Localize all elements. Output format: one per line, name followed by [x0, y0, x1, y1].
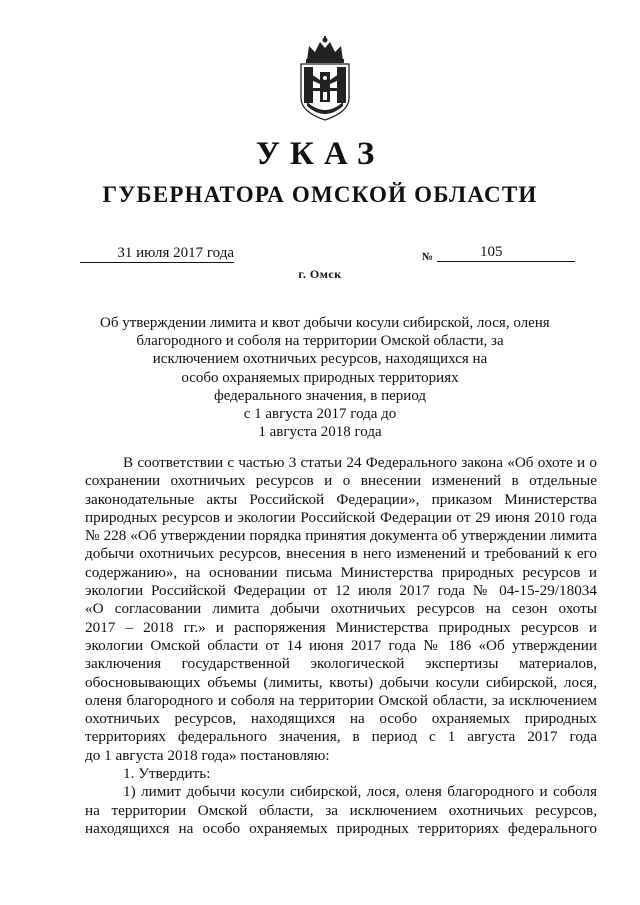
city-label: г. Омск [298, 267, 342, 281]
decree-body [85, 454, 597, 838]
body-line: содержанию», на основании письма Министерства природных ресурсов и [85, 563, 597, 581]
body-line: территориях федерального значения, в период с 1 августа 2017 года [85, 728, 597, 746]
decree-date: 31 июля 2017 года [80, 244, 234, 263]
heading-line: особо охраняемых природных территориях [181, 369, 459, 386]
heading-line: 1 августа 2018 года [258, 424, 382, 441]
heading-line: благородного и соболя на территории Омской области, за [136, 333, 504, 350]
decree-number-field [437, 243, 575, 262]
coat-of-arms-emblem [293, 36, 357, 122]
body-line: № 228 «Об утверждении порядка принятия документа об утверждении лимита [85, 527, 597, 545]
body-line: «О согласовании лимита добычи охотничьих ресурсов на сезон охоты [85, 600, 597, 618]
body-line: законодательные акты Российской Федерации», приказом Министерства [85, 490, 597, 508]
body-line: экологии Российской Федерации от 12 июля 2017 года № 04-15-29/18034 [85, 582, 597, 600]
body-line: до 1 августа 2018 года» постановляю: [85, 746, 330, 764]
body-line: экологии Омской области от 14 июня 2017 года № 186 «Об утверждении [85, 636, 597, 654]
body-line: на территории Омской области, за исключением охотничьих ресурсов, [85, 801, 597, 819]
document-subtitle: ГУБЕРНАТОРА ОМСКОЙ ОБЛАСТИ [102, 182, 538, 207]
decree-heading [100, 314, 550, 441]
body-line: В соответствии с частью 3 статьи 24 Федерального закона «Об охоте и о [123, 454, 597, 471]
number-label: № [422, 251, 434, 263]
heading-line: исключением охотничьих ресурсов, находящихся на [152, 351, 488, 368]
body-line: 1. Утвердить: [123, 765, 211, 783]
decree-number: 105 [480, 244, 503, 260]
body-line: добычи охотничьих ресурсов, внесения в него изменений и требований к его [85, 545, 597, 563]
body-line: оленя благородного и соболя на территории Омской области, за исключением [85, 691, 597, 709]
document-title: УКАЗ [255, 136, 385, 172]
body-line: 2017 – 2018 гг.» и распоряжения Министерства природных ресурсов и [85, 618, 597, 636]
body-line: обосновывающих объемы (лимиты, квоты) добычи косули сибирской, лося, [85, 673, 597, 691]
heading-line: федерального значения, в период [213, 387, 427, 404]
body-line: 1) лимит добычи косули сибирской, лося, оленя благородного и соболя [123, 783, 597, 801]
heading-line: Об утверждении лимита и квот добычи косули сибирской, лося, оленя [100, 315, 550, 331]
body-line: заключения государственной экологической экспертизы материалов, [85, 655, 597, 673]
body-line: сохранении охотничьих ресурсов и о внесении изменений в отдельные [85, 472, 597, 490]
body-line: находящихся на особо охраняемых природных территориях федерального [85, 819, 597, 837]
body-line: охотничьих ресурсов, находящихся на особо охраняемых природных [85, 710, 597, 728]
body-line: природных ресурсов и экологии Российской Федерации от 29 июня 2010 года [85, 508, 597, 526]
heading-line: с 1 августа 2017 года до [243, 406, 397, 423]
